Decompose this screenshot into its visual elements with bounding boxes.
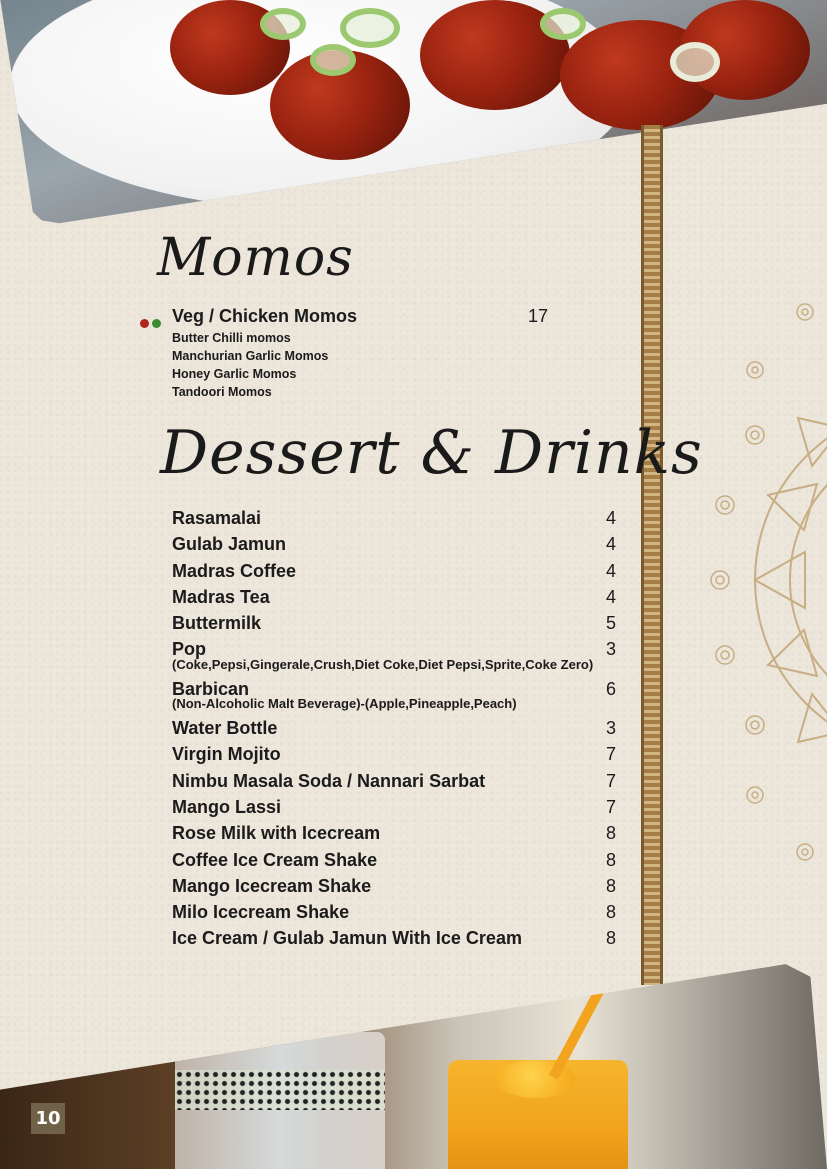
menu-item: [172, 611, 618, 637]
menu-item: [172, 874, 618, 900]
item-name: Buttermilk: [172, 613, 262, 634]
menu-item: [172, 848, 618, 874]
item-name: Rasamalai: [172, 508, 262, 528]
item-note: (Coke,Pepsi,Gingerale,Crush,Diet Coke,Diet Pepsi,Sprite,Coke Zero): [172, 656, 594, 672]
item-name: Rose Milk with Icecream: [172, 823, 381, 844]
item-price: 8: [605, 902, 616, 923]
item-price: 4: [605, 508, 616, 528]
menu-item: [172, 795, 618, 821]
item-price: 3: [605, 718, 616, 739]
menu-item: [172, 677, 618, 712]
item-price: 17: [528, 306, 549, 326]
spring-onion: [670, 42, 720, 82]
spring-onion: [260, 8, 306, 40]
spring-onion: [310, 44, 356, 76]
item-name: Gulab Jamun: [172, 534, 287, 555]
section-title-dessert-drinks: Dessert & Drinks: [160, 418, 703, 488]
item-name: Veg / Chicken Momos: [172, 306, 358, 326]
item-name: Barbican: [172, 678, 250, 699]
page-number: 10: [31, 1103, 65, 1134]
item-price: 8: [605, 849, 616, 870]
item-price: 8: [605, 928, 616, 949]
item-name: Mango Icecream Shake: [172, 875, 372, 896]
item-name: Mango Lassi: [172, 796, 282, 817]
item-price: 7: [605, 770, 616, 791]
menu-item: [172, 926, 618, 952]
dessert-drinks-list: [172, 506, 618, 953]
menu-item: [172, 900, 618, 926]
momo-varieties: [172, 329, 328, 401]
item-price: 4: [605, 560, 616, 581]
item-name: Water Bottle: [172, 718, 278, 739]
veg-dot-icon: [152, 319, 161, 328]
momo-variety: Manchurian Garlic Momos: [172, 349, 329, 363]
item-name: Virgin Mojito: [172, 744, 281, 765]
item-price: 7: [605, 744, 616, 765]
menu-item: [172, 637, 618, 672]
momo-variety: Tandoori Momos: [172, 385, 272, 399]
item-price: 4: [605, 534, 616, 555]
item-price: 8: [605, 875, 616, 896]
menu-item: [172, 742, 618, 768]
item-name: Pop: [172, 639, 206, 660]
momo-variety: Butter Chilli momos: [172, 331, 291, 345]
decorative-divider: [641, 125, 663, 985]
item-price: 7: [605, 796, 616, 817]
non-veg-dot-icon: [140, 319, 149, 328]
item-price: 3: [605, 639, 616, 660]
menu-item: [172, 821, 618, 847]
veg-nonveg-indicator: [140, 313, 164, 332]
menu-item: [172, 769, 618, 795]
item-price: 8: [605, 823, 616, 844]
section-title-momos: Momos: [157, 228, 354, 288]
menu-item: [172, 585, 618, 611]
item-note: (Non-Alcoholic Malt Beverage)-(Apple,Pineapple,Peach): [172, 696, 517, 712]
item-name: Milo Icecream Shake: [172, 902, 350, 923]
menu-item: [172, 559, 618, 585]
mandala-ornament: [680, 290, 827, 870]
basil-seeds: [175, 1070, 385, 1110]
spring-onion: [340, 8, 400, 48]
item-name: Madras Tea: [172, 586, 270, 607]
item-name: Madras Coffee: [172, 560, 297, 581]
item-name: Nimbu Masala Soda / Nannari Sarbat: [172, 770, 486, 791]
mandala-icon: [680, 290, 827, 870]
menu-item: [172, 532, 618, 558]
item-price: 6: [605, 678, 616, 699]
item-price: 4: [605, 586, 616, 607]
item-price: 5: [605, 613, 616, 634]
momo-variety: Honey Garlic Momos: [172, 367, 297, 381]
item-name: Coffee Ice Cream Shake: [172, 849, 378, 870]
menu-item: [172, 716, 618, 742]
menu-item: [172, 506, 618, 532]
item-name: Ice Cream / Gulab Jamun With Ice Cream: [172, 928, 522, 949]
spring-onion: [540, 8, 586, 40]
